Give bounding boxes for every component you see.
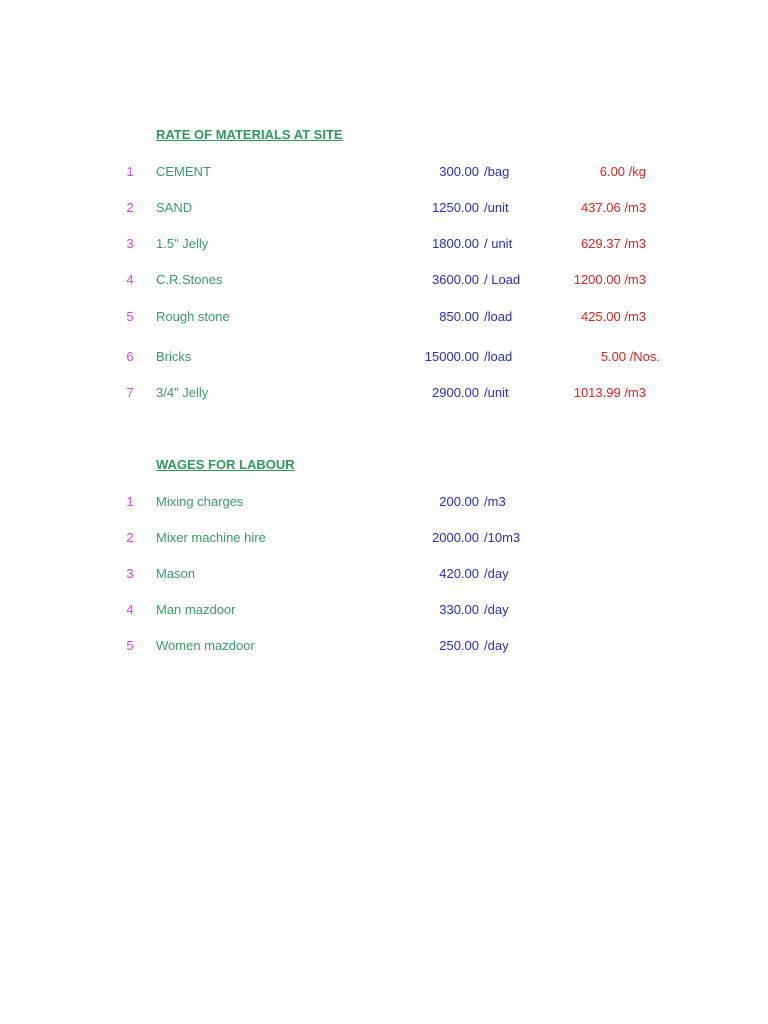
row-number: 4 bbox=[126, 602, 134, 617]
labour-row bbox=[0, 601, 768, 619]
material-rate: 850.00 bbox=[439, 309, 479, 324]
material-rate: 3600.00 bbox=[432, 272, 479, 287]
material-row bbox=[0, 199, 768, 217]
labour-name: Mixing charges bbox=[156, 494, 244, 509]
labour-unit: /10m3 bbox=[484, 530, 521, 545]
labour-unit: /m3 bbox=[484, 494, 506, 509]
labour-name: Women mazdoor bbox=[156, 638, 255, 653]
material-row bbox=[0, 163, 768, 181]
materials-heading: RATE OF MATERIALS AT SITE bbox=[156, 127, 343, 142]
material-name: Bricks bbox=[156, 349, 192, 364]
labour-rate: 200.00 bbox=[439, 494, 479, 509]
material-name: C.R.Stones bbox=[156, 272, 223, 287]
material-unit: /unit bbox=[484, 385, 509, 400]
row-number: 3 bbox=[126, 566, 134, 581]
row-number: 5 bbox=[126, 309, 134, 324]
labour-unit: /day bbox=[484, 566, 509, 581]
material-row bbox=[0, 348, 768, 366]
material-row bbox=[0, 308, 768, 326]
material-rate: 1800.00 bbox=[432, 236, 479, 251]
row-number: 4 bbox=[126, 272, 134, 287]
material-row bbox=[0, 235, 768, 253]
row-number: 3 bbox=[126, 236, 134, 251]
row-number: 6 bbox=[126, 349, 134, 364]
labour-unit: /day bbox=[484, 602, 509, 617]
labour-name: Mason bbox=[156, 566, 196, 581]
material-rate: 15000.00 bbox=[424, 349, 479, 364]
row-number: 5 bbox=[126, 638, 134, 653]
material-name: 3/4" Jelly bbox=[156, 385, 209, 400]
material-unit: / unit bbox=[484, 236, 513, 251]
material-derived-rate: 1200.00 /m3 bbox=[573, 272, 646, 287]
labour-row bbox=[0, 637, 768, 655]
material-name: SAND bbox=[156, 200, 193, 215]
material-unit: /unit bbox=[484, 200, 509, 215]
material-unit: /load bbox=[484, 309, 513, 324]
labour-unit: /day bbox=[484, 638, 509, 653]
labour-name: Mixer machine hire bbox=[156, 530, 266, 545]
material-unit: /load bbox=[484, 349, 513, 364]
material-name: 1.5" Jelly bbox=[156, 236, 209, 251]
material-row bbox=[0, 384, 768, 402]
labour-rate: 2000.00 bbox=[432, 530, 479, 545]
row-number: 1 bbox=[126, 494, 134, 509]
row-number: 7 bbox=[126, 385, 134, 400]
labour-rate: 330.00 bbox=[439, 602, 479, 617]
material-derived-rate: 437.06 /m3 bbox=[580, 200, 646, 215]
labour-heading: WAGES FOR LABOUR bbox=[156, 457, 295, 472]
material-unit: / Load bbox=[484, 272, 521, 287]
row-number: 2 bbox=[126, 200, 134, 215]
material-row bbox=[0, 271, 768, 289]
material-name: CEMENT bbox=[156, 164, 211, 179]
material-derived-rate: 629.37 /m3 bbox=[580, 236, 646, 251]
labour-name: Man mazdoor bbox=[156, 602, 236, 617]
material-derived-rate: 425.00 /m3 bbox=[580, 309, 646, 324]
labour-rate: 420.00 bbox=[439, 566, 479, 581]
material-derived-rate: 5.00 /Nos. bbox=[600, 349, 660, 364]
material-name: Rough stone bbox=[156, 309, 230, 324]
row-number: 2 bbox=[126, 530, 134, 545]
labour-rate: 250.00 bbox=[439, 638, 479, 653]
material-rate: 2900.00 bbox=[432, 385, 479, 400]
labour-row bbox=[0, 565, 768, 583]
material-derived-rate: 6.00 /kg bbox=[599, 164, 646, 179]
material-unit: /bag bbox=[484, 164, 510, 179]
material-rate: 300.00 bbox=[439, 164, 479, 179]
material-derived-rate: 1013.99 /m3 bbox=[573, 385, 646, 400]
labour-row bbox=[0, 493, 768, 511]
labour-row bbox=[0, 529, 768, 547]
material-rate: 1250.00 bbox=[432, 200, 479, 215]
row-number: 1 bbox=[126, 164, 134, 179]
